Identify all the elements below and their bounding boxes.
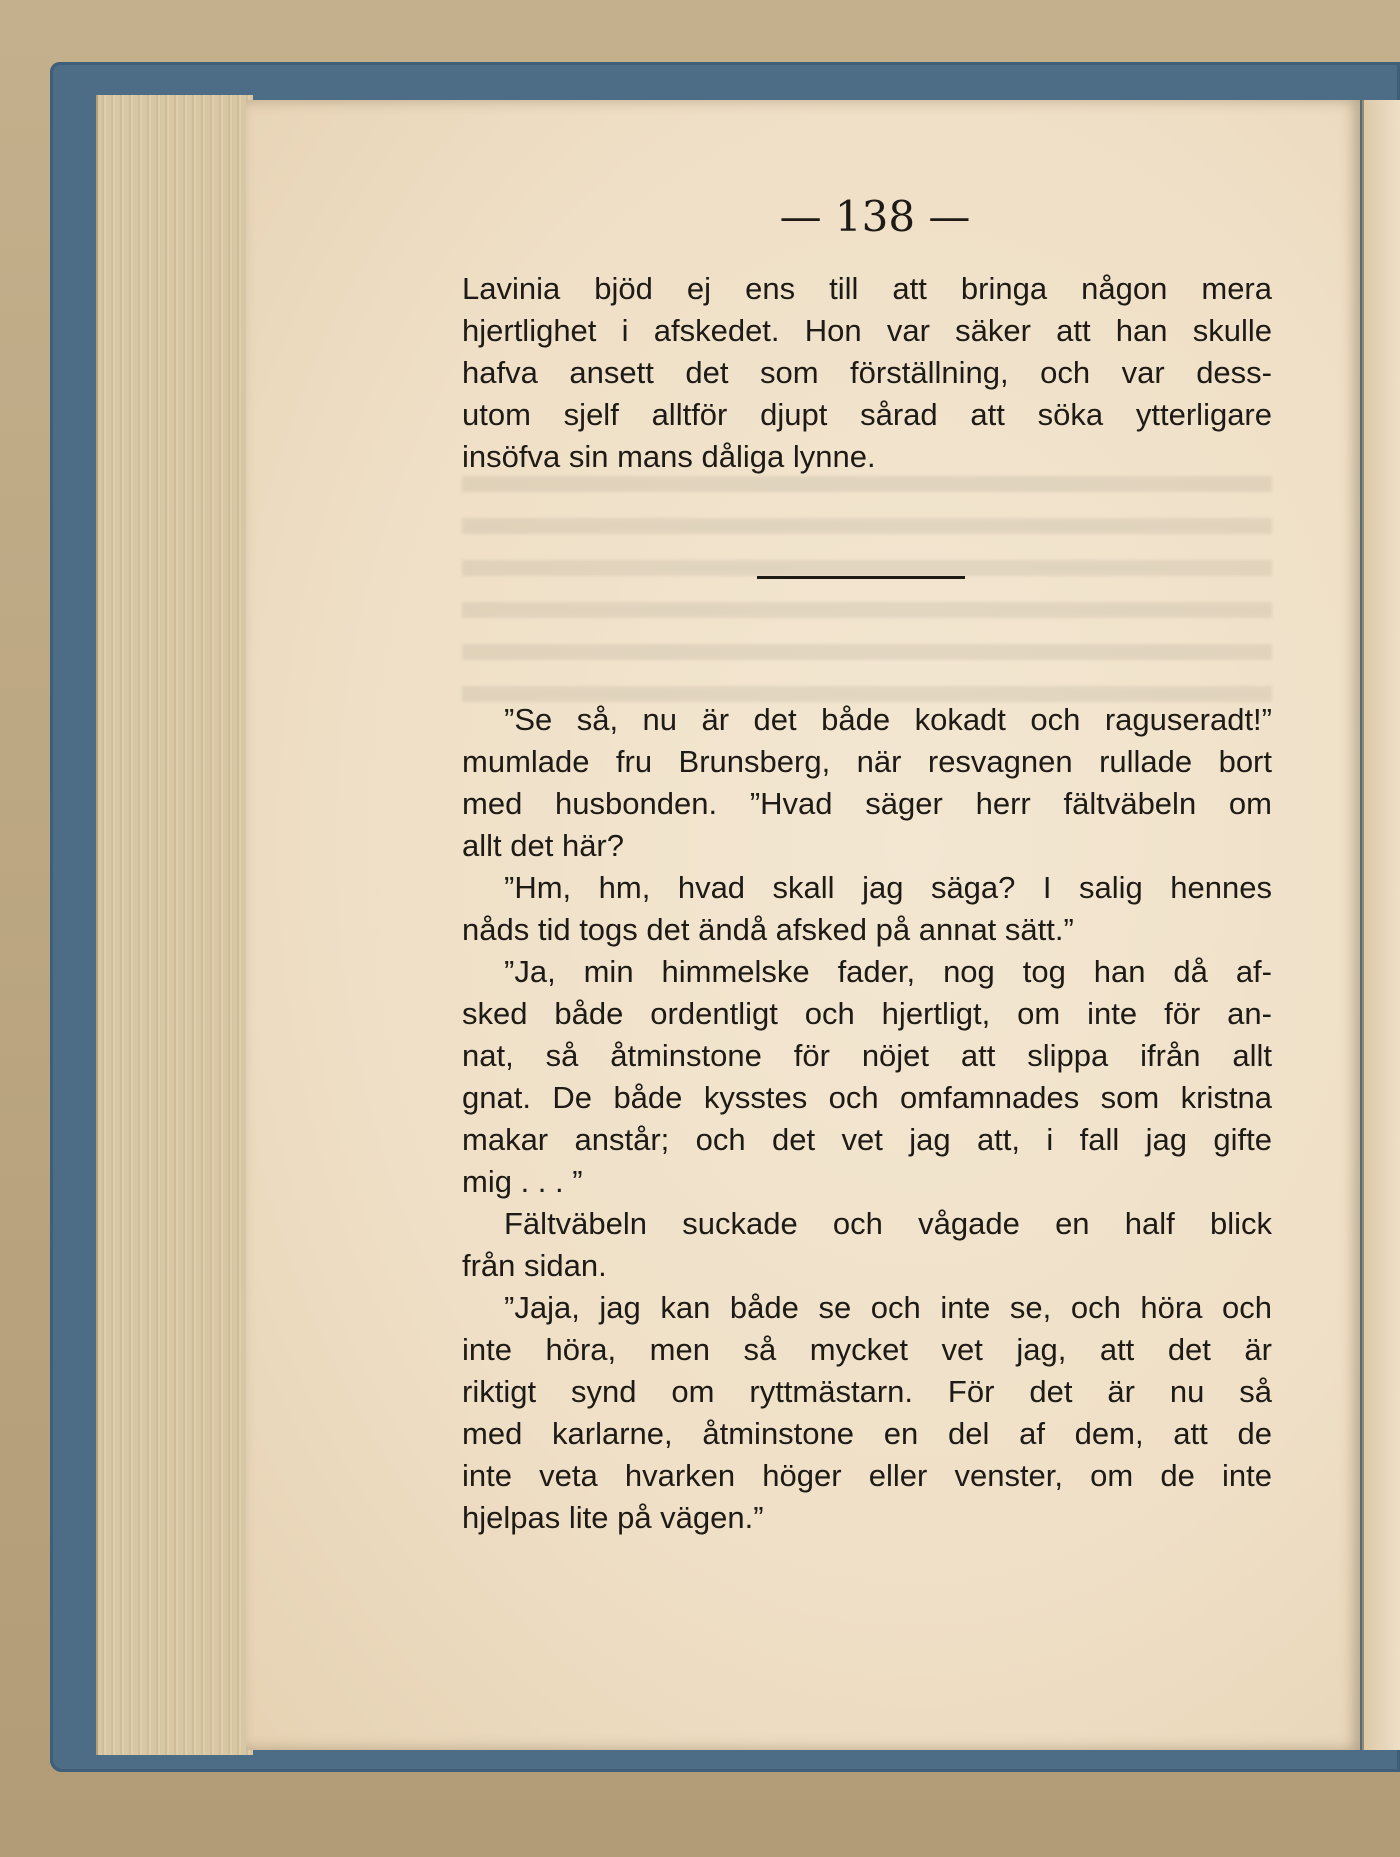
text-line: gnat. De både kysstes och omfamnades som kristna	[462, 1080, 1272, 1115]
dialogue-section	[462, 699, 1272, 1539]
text-line: Lavinia bjöd ej ens till att bringa någon mera	[462, 271, 1272, 306]
text-line: inte höra, men så mycket vet jag, att det är	[462, 1332, 1272, 1367]
text-line: mumlade fru Brunsberg, när resvagnen rullade bort	[462, 744, 1272, 779]
text-line: Fältväbeln suckade och vågade en half blick	[504, 1206, 1272, 1241]
facing-page-edge	[1362, 100, 1400, 1750]
text-line: allt det här?	[462, 828, 624, 863]
text-line: nåds tid togs det ändå afsked på annat sätt.”	[462, 912, 1074, 947]
text-line: ”Hm, hm, hvad skall jag säga? I salig hennes	[504, 870, 1272, 905]
text-line: hjelpas lite på vägen.”	[462, 1500, 764, 1535]
text-line: sked både ordentligt och hjertligt, om inte för an-	[462, 996, 1272, 1031]
text-line: inte veta hvarken höger eller venster, om de inte	[462, 1458, 1272, 1493]
text-line: hjertlighet i afskedet. Hon var säker att han skulle	[462, 313, 1272, 348]
text-line: med karlarne, åtminstone en del af dem, att de	[462, 1416, 1272, 1451]
text-line: mig . . . ”	[462, 1164, 583, 1199]
text-line: ”Jaja, jag kan både se och inte se, och höra och	[504, 1290, 1272, 1325]
text-line: hafva ansett det som förställning, och var dess-	[462, 355, 1272, 390]
text-line: utom sjelf alltför djupt sårad att söka ytterligare	[462, 397, 1272, 432]
text-line: med husbonden. ”Hvad säger herr fältväbeln om	[462, 786, 1272, 821]
text-line: riktigt synd om ryttmästarn. För det är nu så	[462, 1374, 1272, 1409]
section-divider	[757, 576, 965, 579]
paragraph-lavinia	[462, 268, 1272, 478]
text-line: ”Ja, min himmelske fader, nog tog han då af-	[504, 954, 1272, 989]
text-line: makar anstår; och det vet jag att, i fall jag gifte	[462, 1122, 1272, 1157]
show-through-text	[462, 462, 1272, 712]
page-number: — 138 —	[779, 192, 971, 241]
page-edges	[96, 95, 253, 1755]
text-line: nat, så åtminstone för nöjet att slippa ifrån allt	[462, 1038, 1272, 1073]
text-line: från sidan.	[462, 1248, 607, 1283]
text-line: insöfva sin mans dåliga lynne.	[462, 439, 876, 474]
text-line: ”Se så, nu är det både kokadt och raguseradt!”	[504, 702, 1272, 737]
